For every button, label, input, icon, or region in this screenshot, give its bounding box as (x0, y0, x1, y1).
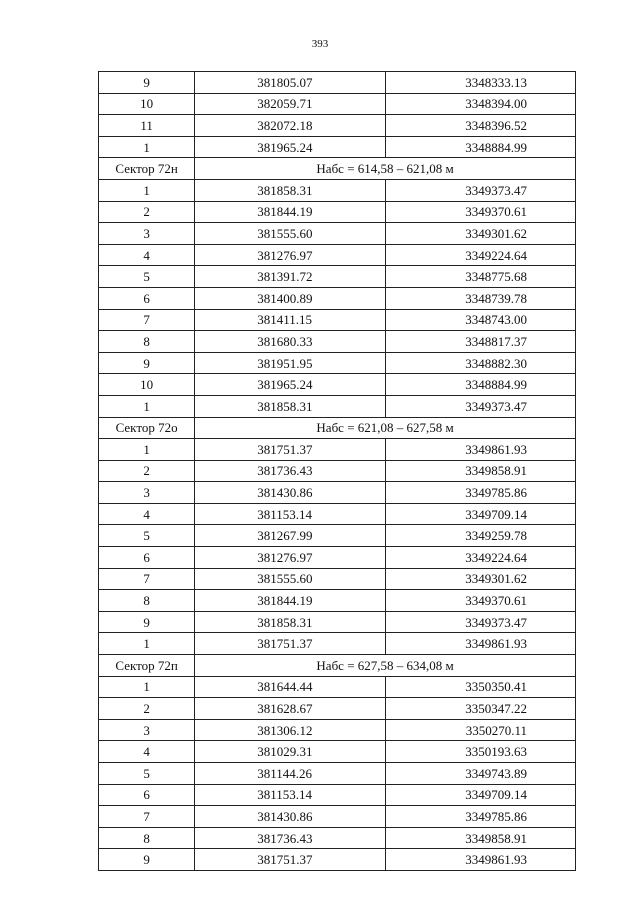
x-coordinate: 381276.97 (195, 547, 385, 569)
x-coordinate: 381153.14 (195, 503, 385, 525)
y-coordinate: 3349709.14 (385, 784, 575, 806)
x-coordinate: 381844.19 (195, 590, 385, 612)
point-number: 7 (99, 568, 195, 590)
table-row (99, 266, 576, 288)
x-coordinate: 381736.43 (195, 460, 385, 482)
point-number: 10 (99, 374, 195, 396)
table-row (99, 547, 576, 569)
table-row (99, 482, 576, 504)
y-coordinate: 3349785.86 (385, 482, 575, 504)
x-coordinate: 381965.24 (195, 374, 385, 396)
point-number: 1 (99, 439, 195, 461)
x-coordinate: 381411.15 (195, 309, 385, 331)
y-coordinate: 3349858.91 (385, 460, 575, 482)
table-row (99, 201, 576, 223)
point-number: 9 (99, 72, 195, 94)
point-number: 8 (99, 331, 195, 353)
point-number: 5 (99, 525, 195, 547)
y-coordinate: 3349861.93 (385, 633, 575, 655)
point-number: 5 (99, 763, 195, 785)
y-coordinate: 3349373.47 (385, 611, 575, 633)
x-coordinate: 381555.60 (195, 223, 385, 245)
y-coordinate: 3349370.61 (385, 590, 575, 612)
table-row (99, 331, 576, 353)
point-number: 9 (99, 611, 195, 633)
x-coordinate: 381400.89 (195, 287, 385, 309)
point-number: 9 (99, 352, 195, 374)
point-number: 1 (99, 676, 195, 698)
coordinates-table (98, 71, 576, 871)
sector-name: Сектор 72о (99, 417, 195, 439)
y-coordinate: 3349373.47 (385, 395, 575, 417)
y-coordinate: 3348743.00 (385, 309, 575, 331)
sector-elevation-range: Набс = 614,58 – 621,08 м (195, 158, 576, 180)
x-coordinate: 381858.31 (195, 179, 385, 201)
x-coordinate: 381751.37 (195, 849, 385, 871)
x-coordinate: 381628.67 (195, 698, 385, 720)
y-coordinate: 3349224.64 (385, 244, 575, 266)
table-row (99, 741, 576, 763)
y-coordinate: 3350347.22 (385, 698, 575, 720)
y-coordinate: 3349861.93 (385, 439, 575, 461)
coordinates-table-body (99, 72, 576, 871)
point-number: 1 (99, 179, 195, 201)
sector-header-row (99, 655, 576, 677)
sector-name: Сектор 72н (99, 158, 195, 180)
table-row (99, 179, 576, 201)
x-coordinate: 381153.14 (195, 784, 385, 806)
y-coordinate: 3348396.52 (385, 115, 575, 137)
y-coordinate: 3348333.13 (385, 72, 575, 94)
x-coordinate: 381680.33 (195, 331, 385, 353)
x-coordinate: 381805.07 (195, 72, 385, 94)
y-coordinate: 3349373.47 (385, 179, 575, 201)
table-row (99, 719, 576, 741)
sector-name: Сектор 72п (99, 655, 195, 677)
point-number: 7 (99, 309, 195, 331)
y-coordinate: 3349743.89 (385, 763, 575, 785)
table-row (99, 439, 576, 461)
x-coordinate: 381391.72 (195, 266, 385, 288)
table-row (99, 784, 576, 806)
sector-elevation-range: Набс = 627,58 – 634,08 м (195, 655, 576, 677)
y-coordinate: 3348884.99 (385, 136, 575, 158)
table-row (99, 763, 576, 785)
y-coordinate: 3350270.11 (385, 719, 575, 741)
y-coordinate: 3350193.63 (385, 741, 575, 763)
x-coordinate: 381267.99 (195, 525, 385, 547)
y-coordinate: 3349224.64 (385, 547, 575, 569)
y-coordinate: 3349785.86 (385, 806, 575, 828)
table-row (99, 676, 576, 698)
table-row (99, 136, 576, 158)
point-number: 8 (99, 590, 195, 612)
point-number: 6 (99, 547, 195, 569)
point-number: 1 (99, 395, 195, 417)
x-coordinate: 381430.86 (195, 806, 385, 828)
x-coordinate: 381644.44 (195, 676, 385, 698)
x-coordinate: 381430.86 (195, 482, 385, 504)
x-coordinate: 382072.18 (195, 115, 385, 137)
y-coordinate: 3349858.91 (385, 827, 575, 849)
point-number: 5 (99, 266, 195, 288)
x-coordinate: 381751.37 (195, 439, 385, 461)
sector-header-row (99, 417, 576, 439)
sector-header-row (99, 158, 576, 180)
table-row (99, 698, 576, 720)
x-coordinate: 381029.31 (195, 741, 385, 763)
table-row (99, 525, 576, 547)
table-row (99, 223, 576, 245)
table-row (99, 849, 576, 871)
y-coordinate: 3349301.62 (385, 568, 575, 590)
table-row (99, 460, 576, 482)
point-number: 2 (99, 698, 195, 720)
point-number: 2 (99, 201, 195, 223)
y-coordinate: 3349709.14 (385, 503, 575, 525)
table-row (99, 590, 576, 612)
point-number: 4 (99, 244, 195, 266)
point-number: 3 (99, 482, 195, 504)
point-number: 2 (99, 460, 195, 482)
point-number: 9 (99, 849, 195, 871)
x-coordinate: 381555.60 (195, 568, 385, 590)
y-coordinate: 3348739.78 (385, 287, 575, 309)
table-row (99, 633, 576, 655)
point-number: 1 (99, 136, 195, 158)
point-number: 6 (99, 784, 195, 806)
y-coordinate: 3348817.37 (385, 331, 575, 353)
x-coordinate: 381276.97 (195, 244, 385, 266)
table-row (99, 287, 576, 309)
table-row (99, 93, 576, 115)
point-number: 11 (99, 115, 195, 137)
table-row (99, 503, 576, 525)
table-row (99, 309, 576, 331)
x-coordinate: 381144.26 (195, 763, 385, 785)
y-coordinate: 3349259.78 (385, 525, 575, 547)
table-row (99, 244, 576, 266)
x-coordinate: 381306.12 (195, 719, 385, 741)
point-number: 3 (99, 223, 195, 245)
y-coordinate: 3348882.30 (385, 352, 575, 374)
point-number: 6 (99, 287, 195, 309)
x-coordinate: 382059.71 (195, 93, 385, 115)
point-number: 8 (99, 827, 195, 849)
x-coordinate: 381844.19 (195, 201, 385, 223)
table-row (99, 72, 576, 94)
point-number: 1 (99, 633, 195, 655)
y-coordinate: 3349370.61 (385, 201, 575, 223)
table-row (99, 827, 576, 849)
y-coordinate: 3349861.93 (385, 849, 575, 871)
point-number: 7 (99, 806, 195, 828)
sector-elevation-range: Набс = 621,08 – 627,58 м (195, 417, 576, 439)
y-coordinate: 3348394.00 (385, 93, 575, 115)
table-row (99, 352, 576, 374)
table-row (99, 115, 576, 137)
x-coordinate: 381951.95 (195, 352, 385, 374)
y-coordinate: 3350350.41 (385, 676, 575, 698)
y-coordinate: 3349301.62 (385, 223, 575, 245)
x-coordinate: 381736.43 (195, 827, 385, 849)
page-number: 393 (311, 38, 329, 50)
table-row (99, 806, 576, 828)
x-coordinate: 381751.37 (195, 633, 385, 655)
point-number: 4 (99, 503, 195, 525)
y-coordinate: 3348884.99 (385, 374, 575, 396)
table-row (99, 611, 576, 633)
point-number: 3 (99, 719, 195, 741)
table-row (99, 568, 576, 590)
point-number: 4 (99, 741, 195, 763)
table-row (99, 395, 576, 417)
y-coordinate: 3348775.68 (385, 266, 575, 288)
point-number: 10 (99, 93, 195, 115)
x-coordinate: 381858.31 (195, 611, 385, 633)
x-coordinate: 381858.31 (195, 395, 385, 417)
table-row (99, 374, 576, 396)
x-coordinate: 381965.24 (195, 136, 385, 158)
